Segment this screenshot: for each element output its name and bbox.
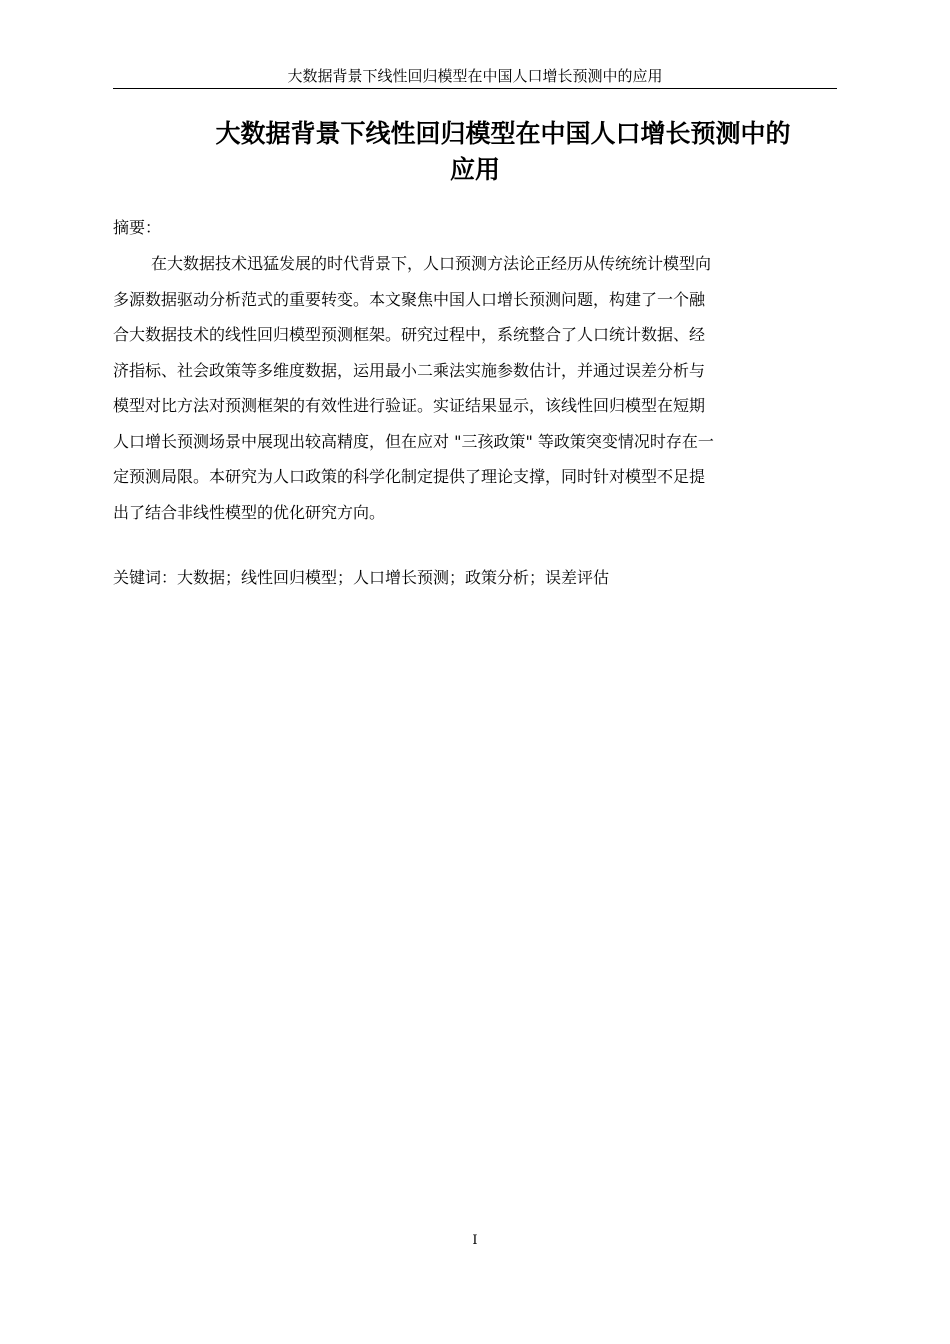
abstract-label: 摘要：: [113, 218, 162, 237]
running-header: 大数据背景下线性回归模型在中国人口增长预测中的应用: [287, 67, 663, 85]
abstract-line: 模型对比方法对预测框架的有效性进行验证。实证结果显示，该线性回归模型在短期: [113, 396, 706, 415]
title-line-2: 应用: [449, 155, 500, 184]
abstract-line: 济指标、社会政策等多维度数据，运用最小二乘法实施参数估计，并通过误差分析与: [113, 360, 706, 380]
keywords-label: 关键词：: [113, 568, 178, 587]
abstract-line: 定预测局限。本研究为人口政策的科学化制定提供了理论支撑，同时针对模型不足提: [113, 467, 706, 486]
abstract-line: 多源数据驱动分析范式的重要转变。本文聚焦中国人口增长预测问题，构建了一个融: [113, 289, 706, 309]
title-line-1: 大数据背景下线性回归模型在中国人口增长预测中的: [215, 119, 791, 148]
keywords-text: 大数据；线性回归模型；人口增长预测；政策分析；误差评估: [177, 568, 610, 587]
page-number: I: [472, 1233, 478, 1248]
abstract-line: 合大数据技术的线性回归模型预测框架。研究过程中，系统整合了人口统计数据、经: [113, 325, 706, 344]
abstract-body: [113, 246, 837, 530]
header-rule: [113, 88, 837, 89]
abstract-line: 人口增长预测场景中展现出较高精度，但在应对 "三孩政策" 等政策突变情况时存在一: [113, 431, 714, 451]
document-title: [113, 116, 837, 188]
keywords: [113, 564, 609, 592]
abstract-line: 出了结合非线性模型的优化研究方向。: [113, 502, 386, 522]
abstract-line: 在大数据技术迅猛发展的时代背景下，人口预测方法论正经历从传统统计模型向: [151, 254, 712, 273]
